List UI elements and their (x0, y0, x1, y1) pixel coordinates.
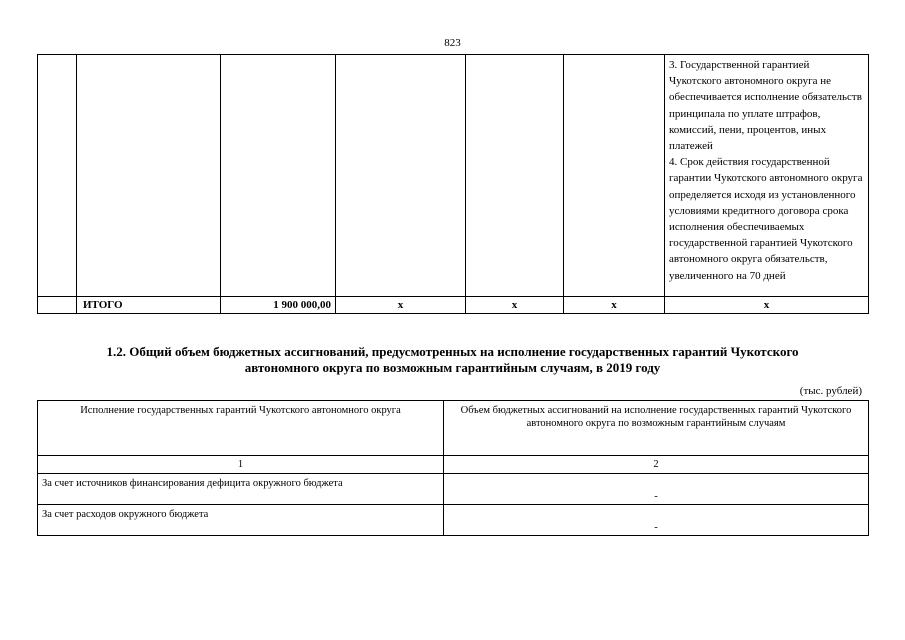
units-note: (тыс. рублей) (799, 385, 862, 397)
column-header: Исполнение государственных гарантий Чукотского автономного округа (38, 401, 444, 456)
note-paragraph: 3. Государственной гарантией Чукотского автономного округа не обеспечивается исполнение обязательств принципала по уплате штрафов, комиссий, пени, процентов, иных платежей (669, 59, 862, 153)
header-row (38, 401, 869, 456)
table-cell (38, 297, 77, 314)
column-number-row (38, 456, 869, 474)
column-header: Объем бюджетных ассигнований на исполнение государственных гарантий Чукотского автономного округа по возможным гарантийным случаям (444, 401, 869, 456)
heading-line: 1.2. Общий объем бюджетных ассигнований, предусмотренных на исполнение государственных гарантий Чукотского (106, 344, 799, 359)
table-cell (336, 55, 466, 297)
conditions-cell (665, 55, 869, 297)
heading-line: автономного округа по возможным гарантийным случаям, в 2019 году (244, 360, 661, 375)
section-heading (37, 344, 868, 376)
column-number: 1 (38, 456, 444, 474)
total-cell: x (336, 297, 466, 314)
page-number: 823 (444, 37, 461, 49)
row-label: За счет источников финансирования дефицита окружного бюджета (38, 474, 444, 505)
total-cell: x (665, 297, 869, 314)
total-amount: 1 900 000,00 (221, 297, 336, 314)
total-cell: x (466, 297, 564, 314)
table-row (38, 55, 869, 297)
table-row (38, 505, 869, 536)
row-label: За счет расходов окружного бюджета (38, 505, 444, 536)
total-label: ИТОГО (77, 297, 221, 314)
table-cell (38, 55, 77, 297)
total-row (38, 297, 869, 314)
table-row (38, 474, 869, 505)
row-value: - (444, 474, 869, 505)
total-cell: x (564, 297, 665, 314)
table-cell (466, 55, 564, 297)
row-value: - (444, 505, 869, 536)
table-cell (564, 55, 665, 297)
column-number: 2 (444, 456, 869, 474)
note-paragraph: 4. Срок действия государственной гарантии Чукотского автономного округа определяется исходя из установленного условиями кредитного договора срока исполнения обеспечиваемых государственной гарантией Чукотского автономного округа обязательств, увеличенного на 70 дней (669, 156, 863, 282)
table-cell (221, 55, 336, 297)
table-cell (77, 55, 221, 297)
budget-allocations-table (37, 400, 869, 536)
guarantees-table-continuation (37, 54, 869, 314)
